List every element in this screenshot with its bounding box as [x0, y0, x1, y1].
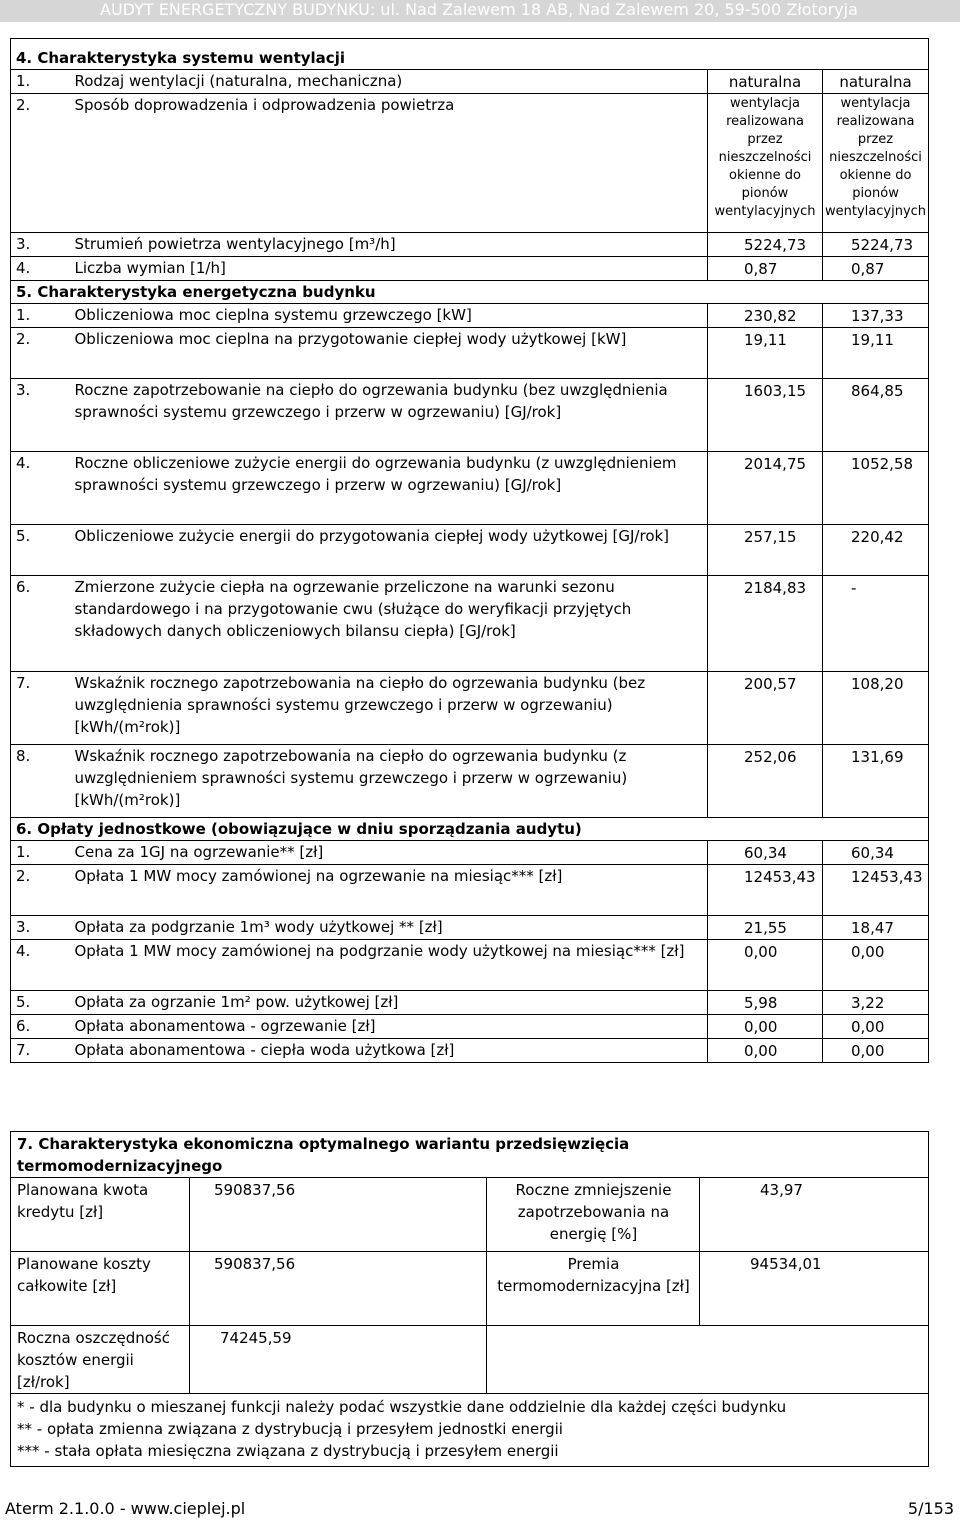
row-label: Opłata 1 MW mocy zamówionej na podgrzanie wody użytkowej na miesiąc*** [zł]	[71, 940, 708, 991]
row-number: 8.	[11, 745, 71, 818]
value-variant-2: 0,00	[823, 1039, 929, 1063]
value-variant-1: 19,11	[708, 328, 823, 379]
table-row	[11, 991, 929, 1015]
row-label: Rodzaj wentylacji (naturalna, mechaniczna)	[71, 70, 708, 94]
value-variant-1: 2014,75	[708, 452, 823, 525]
value-variant-1: 257,15	[708, 525, 823, 576]
premium-label: Premia termomodernizacyjna [zł]	[487, 1252, 700, 1326]
row-label: Obliczeniowa moc cieplna na przygotowanie ciepłej wody użytkowej [kW]	[71, 328, 708, 379]
value-variant-1: 0,87	[708, 257, 823, 281]
table-row	[11, 841, 929, 865]
row-label: Strumień powietrza wentylacyjnego [m³/h]	[71, 233, 708, 257]
table-row	[11, 257, 929, 281]
table-row	[11, 745, 929, 818]
table-row	[11, 916, 929, 940]
value-variant-2: 18,47	[823, 916, 929, 940]
document-header	[0, 0, 960, 22]
value-variant-2: 3,22	[823, 991, 929, 1015]
table-row	[11, 304, 929, 328]
section-heading: 6. Opłaty jednostkowe (obowiązujące w dniu sporządzania audytu)	[11, 818, 708, 841]
footnote: ** - opłata zmienna związana z dystrybucją i przesyłem jednostki energii	[17, 1420, 563, 1438]
value-variant-2: 12453,43	[823, 865, 929, 916]
value-variant-2: 220,42	[823, 525, 929, 576]
document-title: AUDYT ENERGETYCZNY BUDYNKU: ul. Nad Zalewem 18 AB, Nad Zalewem 20, 59-500 Złotoryja	[100, 0, 858, 19]
row-label: Wskaźnik rocznego zapotrzebowania na ciepło do ogrzewania budynku (bez uwzględnienia sprawności systemu grzewczego i przerw w ogrzewaniu) [kWh/(m²rok)]	[71, 672, 708, 745]
row-label: Obliczeniowa moc cieplna systemu grzewczego [kW]	[71, 304, 708, 328]
value-variant-2: 0,00	[823, 1015, 929, 1039]
value-variant-1: 0,00	[708, 1015, 823, 1039]
value-variant-1: 230,82	[708, 304, 823, 328]
table-row	[11, 1015, 929, 1039]
value-variant-1: 1603,15	[708, 379, 823, 452]
cost-label: Planowane koszty całkowite [zł]	[11, 1252, 190, 1326]
page-footer	[0, 1497, 960, 1521]
row-label: Cena za 1GJ na ogrzewanie** [zł]	[71, 841, 708, 865]
section-heading: 5. Charakterystyka energetyczna budynku	[11, 281, 708, 304]
row-number: 3.	[11, 379, 71, 452]
value-variant-2: 0,87	[823, 257, 929, 281]
saving-value: 74245,59	[190, 1326, 487, 1394]
economic-row	[11, 1252, 929, 1326]
value-variant-1: 200,57	[708, 672, 823, 745]
table-row	[11, 233, 929, 257]
value-variant-1: 0,00	[708, 1039, 823, 1063]
value-variant-2: 0,00	[823, 940, 929, 991]
value-variant-1: 12453,43	[708, 865, 823, 916]
table-row	[11, 379, 929, 452]
reduction-value: 43,97	[700, 1178, 929, 1252]
table-row	[11, 672, 929, 745]
row-number: 4.	[11, 940, 71, 991]
row-label: Liczba wymian [1/h]	[71, 257, 708, 281]
table-row	[11, 328, 929, 379]
energy-characteristics-table	[10, 38, 929, 1063]
row-label: Roczne obliczeniowe zużycie energii do ogrzewania budynku (z uwzględnieniem sprawności systemu grzewczego i przerw w ogrzewaniu) [GJ/rok]	[71, 452, 708, 525]
value-variant-1: 5224,73	[708, 233, 823, 257]
table-row	[11, 525, 929, 576]
economic-row	[11, 1178, 929, 1252]
loan-value: 590837,56	[190, 1178, 487, 1252]
value-variant-2: 131,69	[823, 745, 929, 818]
premium-value: 94534,01	[700, 1252, 929, 1326]
row-label: Sposób doprowadzenia i odprowadzenia powietrza	[71, 94, 708, 233]
row-number: 6.	[11, 1015, 71, 1039]
value-variant-1: 252,06	[708, 745, 823, 818]
footnote: *** - stała opłata miesięczna związana z dystrybucją i przesyłem energii	[17, 1442, 559, 1460]
section-heading-tariffs	[11, 818, 929, 841]
row-number: 1.	[11, 304, 71, 328]
value-variant-2: wentylacja realizowana przez nieszczelności okienne do pionów wentylacyjnych	[823, 94, 929, 233]
value-variant-1: 2184,83	[708, 576, 823, 672]
table-row	[11, 94, 929, 233]
saving-label: Roczna oszczędność kosztów energii [zł/rok]	[11, 1326, 190, 1394]
row-label: Opłata za ogrzanie 1m² pow. użytkowej [zł]	[71, 991, 708, 1015]
value-variant-2: 137,33	[823, 304, 929, 328]
value-variant-1: naturalna	[708, 70, 823, 94]
row-number: 6.	[11, 576, 71, 672]
table-row	[11, 452, 929, 525]
value-variant-2: 864,85	[823, 379, 929, 452]
section-heading: 4. Charakterystyka systemu wentylacji	[11, 39, 929, 70]
row-number: 4.	[11, 257, 71, 281]
loan-label: Planowana kwota kredytu [zł]	[11, 1178, 190, 1252]
row-number: 2.	[11, 865, 71, 916]
row-number: 4.	[11, 452, 71, 525]
section-heading: 7. Charakterystyka ekonomiczna optymalnego wariantu przedsięwzięcia termomodernizacyjnego	[11, 1132, 700, 1178]
reduction-label: Roczne zmniejszenie zapotrzebowania na energię [%]	[487, 1178, 700, 1252]
value-variant-1: 60,34	[708, 841, 823, 865]
row-label: Opłata 1 MW mocy zamówionej na ogrzewanie na miesiąc*** [zł]	[71, 865, 708, 916]
row-number: 2.	[11, 94, 71, 233]
footnotes-row	[11, 1394, 929, 1467]
section-heading-ventilation	[11, 39, 929, 70]
row-label: Roczne zapotrzebowanie na ciepło do ogrzewania budynku (bez uwzględnienia sprawności systemu grzewczego i przerw w ogrzewaniu) [GJ/rok]	[71, 379, 708, 452]
economic-row	[11, 1326, 929, 1394]
row-number: 2.	[11, 328, 71, 379]
value-variant-2: 1052,58	[823, 452, 929, 525]
row-number: 5.	[11, 991, 71, 1015]
value-variant-2: -	[823, 576, 929, 672]
table-row	[11, 1039, 929, 1063]
value-variant-2: 19,11	[823, 328, 929, 379]
row-number: 1.	[11, 841, 71, 865]
row-number: 1.	[11, 70, 71, 94]
table-row	[11, 940, 929, 991]
table-row	[11, 576, 929, 672]
section-heading-energy	[11, 281, 929, 304]
value-variant-1: 0,00	[708, 940, 823, 991]
table-row	[11, 70, 929, 94]
section-heading-economic	[11, 1132, 929, 1178]
value-variant-2: 108,20	[823, 672, 929, 745]
footnotes	[11, 1394, 929, 1467]
row-number: 3.	[11, 916, 71, 940]
row-label: Obliczeniowe zużycie energii do przygotowania ciepłej wody użytkowej [GJ/rok]	[71, 525, 708, 576]
value-variant-2: 60,34	[823, 841, 929, 865]
value-variant-1: 21,55	[708, 916, 823, 940]
row-label: Zmierzone zużycie ciepła na ogrzewanie przeliczone na warunki sezonu standardowego i na przygotowanie cwu (służące do weryfikacji przyjętych składowych danych obliczeniowych bilansu ciepła) [GJ/rok]	[71, 576, 708, 672]
row-label: Wskaźnik rocznego zapotrzebowania na ciepło do ogrzewania budynku (z uwzględnieniem sprawności systemu grzewczego i przerw w ogrzewaniu) [kWh/(m²rok)]	[71, 745, 708, 818]
row-number: 5.	[11, 525, 71, 576]
value-variant-2: naturalna	[823, 70, 929, 94]
table-row	[11, 865, 929, 916]
row-number: 3.	[11, 233, 71, 257]
row-number: 7.	[11, 1039, 71, 1063]
value-variant-2: 5224,73	[823, 233, 929, 257]
row-label: Opłata abonamentowa - ciepła woda użytkowa [zł]	[71, 1039, 708, 1063]
value-variant-1: 5,98	[708, 991, 823, 1015]
row-number: 7.	[11, 672, 71, 745]
software-credit: Aterm 2.1.0.0 - www.cieplej.pl	[5, 1499, 246, 1518]
cost-value: 590837,56	[190, 1252, 487, 1326]
page-number: 5/153	[907, 1499, 954, 1518]
economic-characteristics-table	[10, 1131, 929, 1467]
row-label: Opłata za podgrzanie 1m³ wody użytkowej ** [zł]	[71, 916, 708, 940]
value-variant-1: wentylacja realizowana przez nieszczelności okienne do pionów wentylacyjnych	[708, 94, 823, 233]
row-label: Opłata abonamentowa - ogrzewanie [zł]	[71, 1015, 708, 1039]
footnote: * - dla budynku o mieszanej funkcji należy podać wszystkie dane oddzielnie dla każdej części budynku	[17, 1398, 787, 1416]
